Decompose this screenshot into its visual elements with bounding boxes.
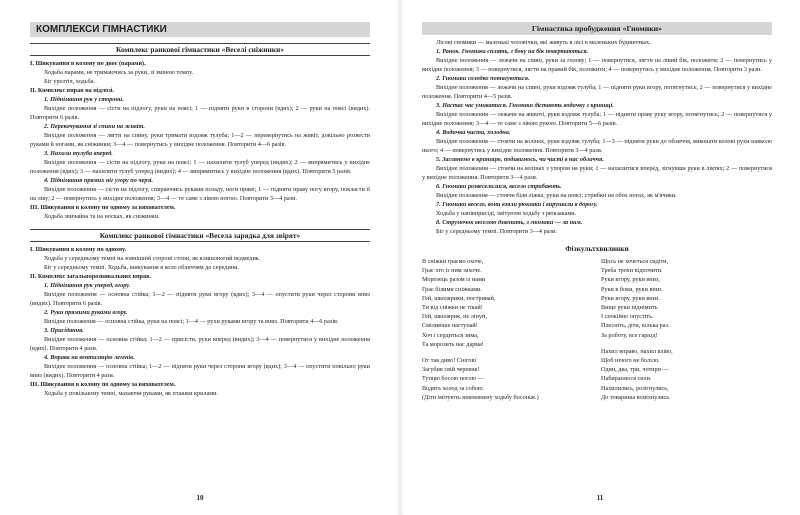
gymnastics-header: Гімнастика пробудження «Гномики» [422,22,772,35]
complex2-body [30,245,370,398]
exercise-title: 8. Струмочок веселою дзвенить, з гномики — за ним. [436,219,583,226]
exercise-title: 4. Вправа на вентиляцію легенів. [44,354,135,361]
section-heading: ІІ. Комплекс загальнорозвивальних вправ. [30,273,151,280]
paragraph: Вихідне положення — стоячи на колінах з упором на руки; 1 — нахилитися вперед, зігнувши руки в ліктях; 2 — повернутися у вихідне положення. Повторити 3—4 рази. [422,165,772,181]
poem-line: Руки вгору, руки вниз. [601,294,660,302]
poem-line: Грає хто із ним захоче. [422,267,482,275]
poem-line: Тупцю босою ногою — [422,375,485,383]
paragraph: Вихідне положення — лягти на спину, руки тримати вздовж тулуба; 1—2 — перевернутись на живіт, довільно розвести руками й ногами, як сніжинки; 3—4 — повернутись у вихідне положення. Повторити 4—6 разів. [30,132,370,148]
right-page [400,0,800,515]
exercise-title: 1. Піднімання рук уперед, вгору. [44,282,131,289]
poem-line: Гей, школярики, постривай, [422,294,496,302]
exercise-title: 7. Гномики весело, вони взяли рюкзаки і вирушили в дорогу. [436,201,598,208]
poem-line: Вище руки піднімить [601,304,658,312]
paragraph: Вихідне положення — основна стійка; 1—2 — присісти, руки вперед (видих); 3—4 — повернутися у вихідне положення (вдих). Повторити 4 рази. [30,336,370,352]
complex1-title: Комплекс ранкової гімнастики «Веселі сніжинки» [30,43,370,56]
section-heading: І. Шикування в колону по двоє (парами). [30,60,146,67]
exercise-title: 4. Піднімання прямих ніг угору по черзі. [44,177,154,184]
paragraph: Вихідне положення — лежачи на спині, руки за голову; 1 — повернутися, лягти на лівий бік, положити; 2 — повернутись у вихідне положення; 3 — повернутися, лягти на правий бік, положити; 4 — повернутись у вихідне положення. Повторити 3 рази. [422,57,772,73]
poem-line: Ти від сніжки не тікай! [422,304,483,312]
poem-line: Водить холод за собою. [422,384,485,392]
poem-line: Хоч і сердиться зима, [422,331,479,339]
poem-line: Нахил вправо, нахил вліво, [601,347,673,355]
poem-line: До товариша всміхнулись. [601,393,671,401]
poem-line: Один, два, три, чотири — [601,366,669,374]
section-heading: ІІІ. Шикування в колону по одному за вихователем. [30,204,176,211]
poem-left-column [422,257,583,409]
poem-line: (Діти імітують невпевнену ходьбу босоніж.) [422,393,539,401]
paragraph: Ходьба у середньому темпі на зовнішній стороні стопи, як клишоногий ведмедик. [44,255,261,262]
section-heading: І. Шикування в колону по одному. [30,246,127,253]
paragraph: Вихідне положення — лежачи на спині, руки вздовж тулуба; 1 — підняти руки вгору, потягнутись; 2 — повернутися у вихідне положення. Повторити 4—5 разів. [422,84,772,100]
paragraph: Вихідне положення — основна стійка; 1—2 — підняти руки через сторони вгору (вдих); 3—4 — опустити повільно руки вниз (видих). Повторити 4 рази. [30,363,370,379]
exercise-title: 3. Настає час умиватися. Гномики дістають водичку з криниці. [436,102,614,109]
poem-line: Руки в боки, руки вниз. [601,285,664,293]
page-number-left: 10 [196,494,204,502]
paragraph: Вихідне положення — стоячи на колінах, руки вздовж тулуба; 1—3 — підняти руки до обличчя, виконати колові рухи навколо нього; 4 — повернутись у вихідне положення. Повторити 3—4 рази. [422,138,772,154]
poem-line: За роботу, все гаразд! [601,331,658,339]
poem-stanza [601,257,762,340]
poem-line: Морозець разом із нами [422,276,486,284]
paragraph: Вихідне положення — стоячи біля ліжка, руки на поясі; стрибки на обох ногах, як м'ячики. [436,192,677,199]
exercise-title: 2. Руки прямими руками вгору. [44,309,128,316]
paragraph: Вихідне положення — сісти на підлогу, спираючись руками позаду, ноги прямі; 1 — підняти праву ногу вгору, покласти її на ліву; 2 — повернутись у вихідне положення; 3—4 — те саме з лівою ногою. Повторити 3—4 рази. [30,186,370,202]
paragraph: Вихідне положення — лежачи на животі, руки вздовж тулуба; 1 — підняти праву руку вгору, потягнутись; 2 — повернутися у вихідне положення; 3—4 — те саме з лівою рукою. Повторити 5—6 разів. [422,111,772,127]
poem-line: Треба трохи відпочити. [601,267,663,275]
paragraph: Вихідне положення — основна стійка; 1—2 — підняти руки вгору (вдих); 3—4 — опустити руки через сторони вниз (видих). Повторити 6 разів. [30,291,370,307]
left-column [30,22,370,398]
exercise-title: 1. Піднімання рук у сторони. [44,96,124,103]
poem-line: Плесніть, діти, кілька раз. [601,322,670,330]
poem-line: Руки вгору, руки вниз, [601,276,660,284]
poem-stanza [422,356,583,402]
exercise-title: 2. Гномики солодко потягуються. [436,75,530,82]
poem-line: Та морозить нас дарма! [422,340,484,348]
section-heading: ІІІ. Шикування в колону по одному за вихователем. [30,381,176,388]
poem-stanza [422,257,583,349]
exercise-title: 1. Ранок. Гномики сплять, з боку на бік повертаються. [436,48,589,55]
poem-line: Загубив свій черевик! [422,366,480,374]
chapter-banner: КОМПЛЕКСИ ГІМНАСТИКИ [30,22,370,37]
poem-right-column [601,257,762,409]
paragraph: Лісові гномики — маленькі чоловічки, які живуть в лісі в маленьких будиночках. [436,39,651,46]
paragraph: Ходьба парами, не тримаючись за руки, зі зміною темпу. [44,69,194,76]
paragraph: Ходьба у напівприсіді, імітуючи ходьбу з рюкзаками. [436,210,577,217]
paragraph: Біг урозтіч, ходьба. [44,78,95,85]
poem-line: Гей, школярик, не лінуй, [422,313,487,321]
exercise-title: 5. Заглянемо в криницю, подивимось, чи чисті в нас обличчя. [436,156,604,163]
paragraph: Вихідне положення — сісти на підлогу, руки на поясі; 1 — нахилити тулуб уперед (видих); 2 — випрямитись у вихідне положення (вдих); 3 — нахилити тулуб уперед (видих); 4 — випрямитись у вихідне положення (вдих). Повторити 5 разів. [30,159,370,175]
exercise-title: 3. Присідання. [44,327,84,334]
paragraph: Ходьба звичайна та на носках, як сніжинки. [44,213,160,220]
poem-line: Щось не хочеться сидіти, [601,258,669,265]
poem-line: Грає білими сніжками. [422,285,482,293]
exercise-title: 6. Гномики розвеселилися, весело стрибають. [436,183,562,190]
section-title: Фізкультхвилинки [565,244,629,253]
paragraph: Вихідне положення — сісти на підлогу, руки на поясі; 1 — підняти руки в сторони (вдих); 2 — руки на поясі (видих). Повторити 6 разів. [30,105,370,121]
paragraph: Біг у середньому темпі. Ходьба, шикування в коло обличчям до середини. [44,264,239,271]
poem-line: Набираємося сили. [601,375,652,383]
poems [422,257,772,409]
page-number-right: 11 [596,494,604,502]
poem-line: От так диво! Снігові [422,357,477,365]
complex1-body [30,59,370,221]
complex2-title: Комплекс ранкової гімнастики «Весела зарядка для звірят» [30,229,370,242]
exercise-title: 2. Перекочування зі спини на живіт. [44,123,145,130]
paragraph: Біг у середньому темпі. Повторити 3—4 рази. [436,228,557,235]
poem-line: Нахилились, розігнулись, [601,384,669,392]
poem-line: В сніжки граємо охоче, [422,258,484,265]
poem-line: Сміливіше наступай! [422,322,478,330]
paragraph: Ходьба у повільному темпі, махаючи руками, як пташки крилами. [44,390,219,397]
poem-stanza [601,347,762,402]
gnomes-body [422,38,772,236]
paragraph: Вихідне положення — основна стійка, руки на поясі; 1—4 — рухи руками вгору та вниз. Повторити 4—6 разів. [44,318,339,325]
exercise-title: 4. Водичка чиста, холодна. [436,129,511,136]
right-column [422,22,772,409]
section-heading: ІІ. Комплекс вправ на підлозі. [30,87,115,94]
poem-line: Щоб нічого не боліло. [601,357,660,365]
exercise-title: 3. Нахили тулуба вперед. [44,150,113,157]
poem-line: І спокійно опустіть. [601,313,654,321]
